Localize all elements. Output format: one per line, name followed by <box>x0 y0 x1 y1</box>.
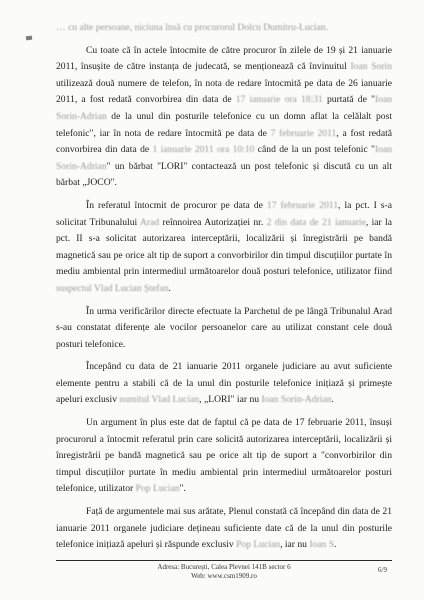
redacted-text: Pop Lucian <box>135 483 180 495</box>
paragraph <box>56 304 392 354</box>
paragraph-text: , iar nu <box>280 539 310 551</box>
page-footer <box>56 563 392 581</box>
paragraph <box>56 359 392 409</box>
paragraph-text: , la pct. I s-a solicitat Tribunalului <box>56 199 392 228</box>
redacted-text: Ioan S <box>309 539 335 551</box>
paragraph-text: , iar la pct. II s-a solicitat autorizarea interceptării, localizării și înregistrării pe bandă magnetică sau pe orice alt tip de suport a convorbirilor din timpul discuțiilor purtate în mediu ambiental prin intermediul următoarelor două posturi telefonice, utilizator fiind <box>56 216 392 278</box>
paragraph-text: când de la un post telefonic " <box>254 144 375 156</box>
redacted-text: Ioan Sorin-Adrian <box>261 394 332 406</box>
scan-mark <box>26 36 32 41</box>
paragraph <box>56 20 392 37</box>
redacted-text: Ioan Sorin-Adrian <box>56 94 392 122</box>
paragraph-text: utilizează două numere de telefon, în nota de redare întocmită pe data de 26 ianuarie 2011, a fost redată convorbirea din data de <box>56 77 392 106</box>
paragraph-text: În referatul întocmit de procuror pe data de <box>86 199 267 211</box>
document-body <box>56 20 392 560</box>
paragraph-text: Față de argumentele mai sus arătate, Plenul constată că începând din data de 21 ianuarie 2011 organele judiciare dețineau suficiente date că de la unul din posturile telefonice inițiază apeluri și răspunde exclusiv <box>56 506 392 551</box>
paragraph-text: . <box>334 539 337 551</box>
redacted-text: 7 februarie 2011 <box>270 127 337 139</box>
redacted-text: 1 ianuarie 2011 ora 10:10 <box>152 144 255 156</box>
redacted-text: numitul Vlad Lucian <box>119 394 200 406</box>
paragraph-text: purtată de " <box>322 94 375 106</box>
redacted-text: Ioan Sorin <box>350 61 392 73</box>
paragraph-text: , „LORI" iar nu <box>199 394 262 406</box>
page-number: 6/9 <box>378 566 387 574</box>
redacted-text: 17 februarie 2011 <box>266 199 339 211</box>
footer-divider <box>56 560 392 561</box>
redacted-text: Arad <box>139 216 160 228</box>
paragraph-text: În urma verificărilor directe efectuate la Parchetul de pe lângă Tribunalul Arad s-au constatat diferențe ale vocilor persoanelor care au utilizat constant cele două posturi telefonice. <box>56 305 392 350</box>
paragraph-text: reînnoirea Autorizației nr. <box>159 216 267 228</box>
redacted-text: Pop Lucian <box>236 539 281 551</box>
footer-address: Adresa: București, Calea Plevnei 141B sector 6 <box>157 563 291 571</box>
paragraph-text: , a fost redată convorbirea din data de <box>56 127 392 156</box>
redacted-text: Ioan Sorin-Adrian <box>56 144 393 172</box>
paragraph <box>56 504 392 554</box>
paragraph <box>56 43 392 192</box>
paragraph-text: Începând cu data de 21 ianuarie 2011 organele judiciare au avut suficiente elemente pentru a stabili că de la unul din posturile telefonice inițiază și primește apeluri exclusiv <box>56 361 392 406</box>
redacted-text: 2 din data de 21 ianuarie <box>266 216 366 228</box>
paragraph-text: Cu toate că în actele întocmite de către procuror în zilele de 19 și 21 ianuarie 2011, însușite de către instanța de judecată, se menționează că învinuitul <box>56 44 392 73</box>
paragraph-text: . <box>331 394 334 406</box>
paragraph <box>56 198 392 298</box>
footer-website: Web: www.csm1909.ro <box>191 572 257 580</box>
paragraph-text: Un argument în plus este dat de faptul că pe data de 17 februarie 2011, însuși procurorul a întocmit referatul prin care solicită autorizarea interceptării, localizării și înregistrării pe bandă magnetică sau pe orice alt tip de suport a "convorbirilor din timpul discuțiilor purtate în mediu ambiental prin intermediul următoarelor posturi telefonice, utilizator <box>56 417 392 495</box>
paragraph-text: . <box>168 282 171 294</box>
paragraph-text: de la unul din posturile telefonice cu un domn aflat la celălalt post telefonic", iar în nota de redare întocmită pe data de <box>56 110 392 139</box>
redacted-text: 17 ianuarie ora 18:31 <box>235 94 323 106</box>
paragraph-text: " un bărbat "LORI" contactează un post telefonic și discută cu un alt bărbat „JOCO". <box>56 160 392 189</box>
redacted-text: … cu alte persoane, niciuna însă cu procurorul Dolcu Dumitru-Lucian. <box>56 22 328 33</box>
redacted-text: suspectul Vlad Lucian Ștefan <box>56 282 169 294</box>
paragraph <box>56 415 392 498</box>
paragraph-text: ". <box>179 483 186 495</box>
